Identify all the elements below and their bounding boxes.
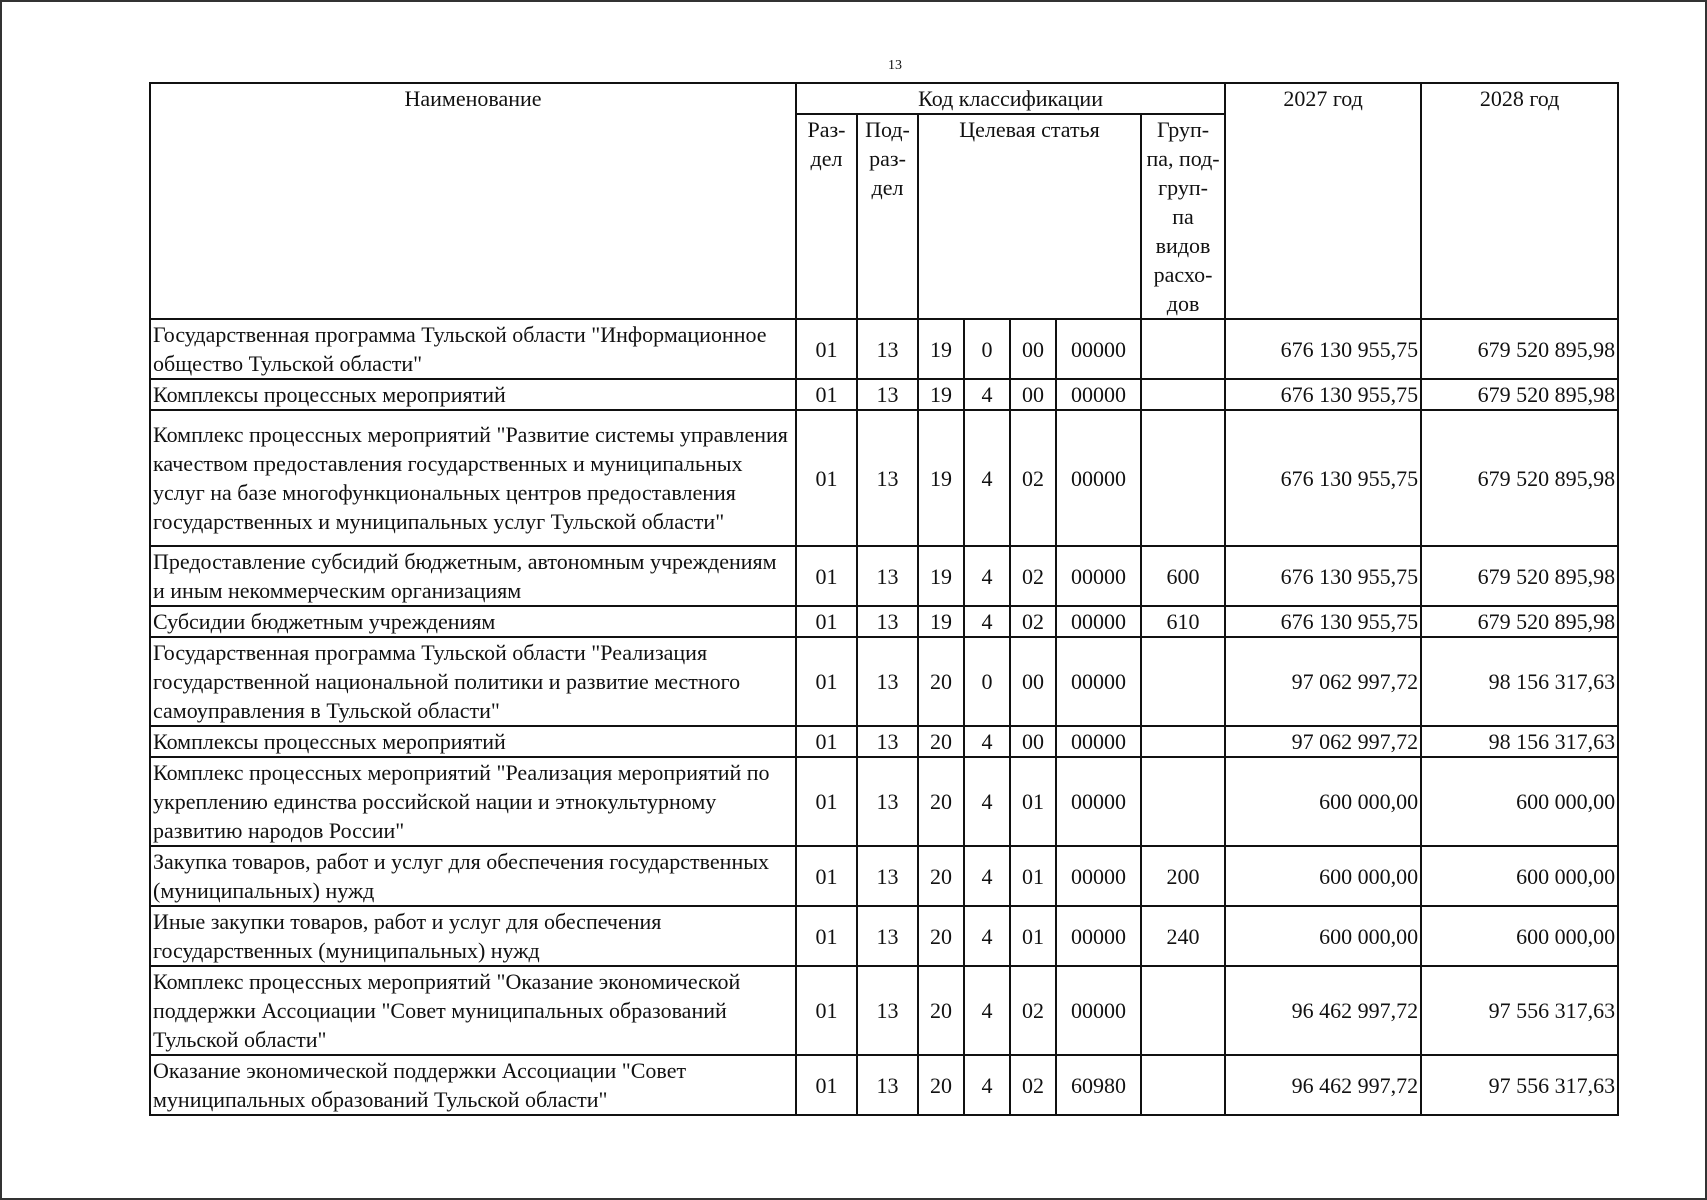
- row-subsection: 13: [857, 757, 918, 846]
- row-amount-2027: 600 000,00: [1225, 846, 1421, 906]
- row-amount-2027: 676 130 955,75: [1225, 546, 1421, 606]
- row-subprogram-code: 4: [964, 757, 1010, 846]
- row-amount-2028: 679 520 895,98: [1421, 606, 1618, 637]
- row-subsection: 13: [857, 846, 918, 906]
- row-direction-code: 00000: [1056, 410, 1141, 546]
- header-section: Раз- дел: [796, 114, 857, 319]
- row-amount-2028: 97 556 317,63: [1421, 966, 1618, 1055]
- row-subprogram-code: 4: [964, 846, 1010, 906]
- row-section: 01: [796, 757, 857, 846]
- row-name: Комплекс процессных мероприятий "Оказание экономической поддержки Ассоциации "Совет муниципальных образований Тульской области": [150, 966, 796, 1055]
- table-row: [150, 546, 1618, 606]
- row-subsection: 13: [857, 726, 918, 757]
- row-amount-2027: 676 130 955,75: [1225, 606, 1421, 637]
- row-amount-2027: 600 000,00: [1225, 906, 1421, 966]
- row-section: 01: [796, 1055, 857, 1115]
- row-direction-code: 00000: [1056, 846, 1141, 906]
- row-subprogram-code: 4: [964, 379, 1010, 410]
- table-body: [150, 319, 1618, 1115]
- header-classification: Код классификации: [796, 83, 1225, 114]
- row-program-code: 19: [918, 546, 964, 606]
- row-subsection: 13: [857, 546, 918, 606]
- row-direction-code: 00000: [1056, 606, 1141, 637]
- row-event-code: 01: [1010, 846, 1056, 906]
- row-expense-type: [1141, 726, 1225, 757]
- row-subprogram-code: 4: [964, 966, 1010, 1055]
- row-direction-code: 00000: [1056, 726, 1141, 757]
- row-amount-2027: 97 062 997,72: [1225, 726, 1421, 757]
- row-amount-2028: 97 556 317,63: [1421, 1055, 1618, 1115]
- page-number: 13: [888, 58, 902, 73]
- row-expense-type: [1141, 379, 1225, 410]
- table-row: [150, 410, 1618, 546]
- table-row: [150, 966, 1618, 1055]
- row-amount-2027: 96 462 997,72: [1225, 1055, 1421, 1115]
- row-event-code: 00: [1010, 379, 1056, 410]
- row-name: Закупка товаров, работ и услуг для обеспечения государственных (муниципальных) нужд: [150, 846, 796, 906]
- row-section: 01: [796, 410, 857, 546]
- row-expense-type: [1141, 637, 1225, 726]
- table-row: [150, 757, 1618, 846]
- row-amount-2027: 676 130 955,75: [1225, 319, 1421, 379]
- row-amount-2028: 600 000,00: [1421, 906, 1618, 966]
- row-section: 01: [796, 906, 857, 966]
- row-name: Государственная программа Тульской области "Информационное общество Тульской области": [150, 319, 796, 379]
- row-event-code: 02: [1010, 606, 1056, 637]
- row-section: 01: [796, 319, 857, 379]
- row-expense-type: [1141, 410, 1225, 546]
- row-amount-2027: 600 000,00: [1225, 757, 1421, 846]
- row-event-code: 02: [1010, 1055, 1056, 1115]
- row-event-code: 00: [1010, 637, 1056, 726]
- row-amount-2028: 98 156 317,63: [1421, 637, 1618, 726]
- row-expense-type: [1141, 1055, 1225, 1115]
- row-expense-type: 240: [1141, 906, 1225, 966]
- row-event-code: 01: [1010, 757, 1056, 846]
- row-amount-2028: 679 520 895,98: [1421, 379, 1618, 410]
- table-row: [150, 726, 1618, 757]
- row-subsection: 13: [857, 319, 918, 379]
- row-program-code: 19: [918, 606, 964, 637]
- row-amount-2028: 98 156 317,63: [1421, 726, 1618, 757]
- row-event-code: 00: [1010, 319, 1056, 379]
- row-subprogram-code: 4: [964, 726, 1010, 757]
- row-event-code: 01: [1010, 906, 1056, 966]
- row-name: Комплекс процессных мероприятий "Реализация мероприятий по укреплению единства российской нации и этнокультурному развитию народов России": [150, 757, 796, 846]
- row-program-code: 19: [918, 410, 964, 546]
- row-direction-code: 00000: [1056, 966, 1141, 1055]
- row-expense-type: [1141, 319, 1225, 379]
- row-subprogram-code: 4: [964, 906, 1010, 966]
- row-amount-2028: 679 520 895,98: [1421, 546, 1618, 606]
- table-row: [150, 379, 1618, 410]
- table-row: [150, 319, 1618, 379]
- row-name: Комплексы процессных мероприятий: [150, 379, 796, 410]
- row-section: 01: [796, 637, 857, 726]
- row-direction-code: 00000: [1056, 906, 1141, 966]
- row-direction-code: 00000: [1056, 757, 1141, 846]
- row-amount-2027: 676 130 955,75: [1225, 410, 1421, 546]
- row-program-code: 20: [918, 757, 964, 846]
- row-program-code: 20: [918, 906, 964, 966]
- table-row: [150, 846, 1618, 906]
- row-direction-code: 00000: [1056, 637, 1141, 726]
- header-year-2027: 2027 год: [1225, 83, 1421, 319]
- row-name: Предоставление субсидий бюджетным, автономным учреждениям и иным некоммерческим организациям: [150, 546, 796, 606]
- row-name: Государственная программа Тульской области "Реализация государственной национальной политики и развитие местного самоуправления в Тульской области": [150, 637, 796, 726]
- row-amount-2027: 96 462 997,72: [1225, 966, 1421, 1055]
- header-name: Наименование: [150, 83, 796, 319]
- row-section: 01: [796, 606, 857, 637]
- row-program-code: 20: [918, 637, 964, 726]
- row-section: 01: [796, 546, 857, 606]
- row-subprogram-code: 0: [964, 637, 1010, 726]
- row-name: Субсидии бюджетным учреждениям: [150, 606, 796, 637]
- row-program-code: 20: [918, 966, 964, 1055]
- row-program-code: 20: [918, 726, 964, 757]
- row-subsection: 13: [857, 1055, 918, 1115]
- row-name: Оказание экономической поддержки Ассоциации "Совет муниципальных образований Тульской области": [150, 1055, 796, 1115]
- row-expense-type: 200: [1141, 846, 1225, 906]
- row-direction-code: 00000: [1056, 319, 1141, 379]
- header-subsection: Под- раз- дел: [857, 114, 918, 319]
- row-amount-2028: 679 520 895,98: [1421, 410, 1618, 546]
- row-program-code: 20: [918, 1055, 964, 1115]
- row-subprogram-code: 4: [964, 546, 1010, 606]
- row-subprogram-code: 4: [964, 606, 1010, 637]
- row-event-code: 02: [1010, 546, 1056, 606]
- row-subprogram-code: 4: [964, 1055, 1010, 1115]
- row-subprogram-code: 4: [964, 410, 1010, 546]
- row-subsection: 13: [857, 379, 918, 410]
- row-subsection: 13: [857, 410, 918, 546]
- row-expense-type: 600: [1141, 546, 1225, 606]
- row-subsection: 13: [857, 906, 918, 966]
- row-name: Иные закупки товаров, работ и услуг для обеспечения государственных (муниципальных) нужд: [150, 906, 796, 966]
- row-program-code: 19: [918, 319, 964, 379]
- row-direction-code: 00000: [1056, 379, 1141, 410]
- row-direction-code: 60980: [1056, 1055, 1141, 1115]
- row-amount-2028: 600 000,00: [1421, 757, 1618, 846]
- row-subsection: 13: [857, 606, 918, 637]
- row-expense-type: [1141, 966, 1225, 1055]
- row-program-code: 19: [918, 379, 964, 410]
- row-subsection: 13: [857, 966, 918, 1055]
- row-section: 01: [796, 966, 857, 1055]
- row-section: 01: [796, 846, 857, 906]
- row-amount-2027: 97 062 997,72: [1225, 637, 1421, 726]
- row-subsection: 13: [857, 637, 918, 726]
- header-year-2028: 2028 год: [1421, 83, 1618, 319]
- header-expense-group: Груп- па, под- груп- па видов расхо- дов: [1141, 114, 1225, 319]
- table-row: [150, 637, 1618, 726]
- row-amount-2028: 679 520 895,98: [1421, 319, 1618, 379]
- row-expense-type: [1141, 757, 1225, 846]
- table-row: [150, 906, 1618, 966]
- table-row: [150, 606, 1618, 637]
- row-expense-type: 610: [1141, 606, 1225, 637]
- row-section: 01: [796, 379, 857, 410]
- row-event-code: 02: [1010, 966, 1056, 1055]
- row-subprogram-code: 0: [964, 319, 1010, 379]
- row-event-code: 02: [1010, 410, 1056, 546]
- row-name: Комплексы процессных мероприятий: [150, 726, 796, 757]
- row-section: 01: [796, 726, 857, 757]
- row-program-code: 20: [918, 846, 964, 906]
- header-target-article: Целевая статья: [918, 114, 1141, 319]
- row-amount-2027: 676 130 955,75: [1225, 379, 1421, 410]
- row-direction-code: 00000: [1056, 546, 1141, 606]
- row-name: Комплекс процессных мероприятий "Развитие системы управления качеством предоставления государственных и муниципальных услуг на базе многофункциональных центров предоставления государственных и муниципальных услуг Тульской области": [150, 410, 796, 546]
- budget-table: [149, 82, 1619, 1116]
- row-amount-2028: 600 000,00: [1421, 846, 1618, 906]
- table-row: [150, 1055, 1618, 1115]
- row-event-code: 00: [1010, 726, 1056, 757]
